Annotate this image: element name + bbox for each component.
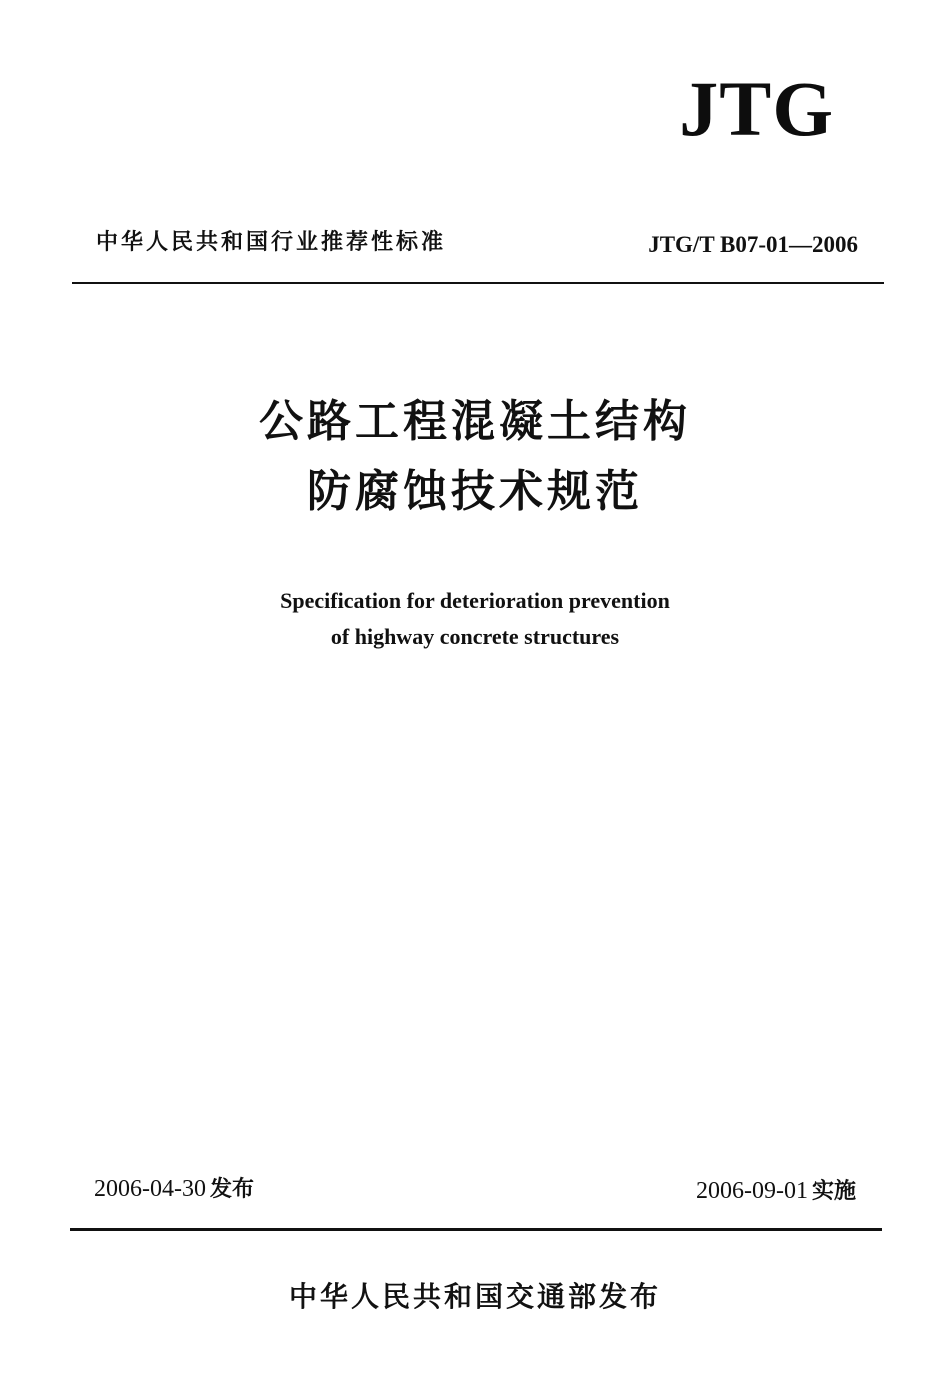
issue-date-value: 2006-04-30 xyxy=(94,1176,206,1202)
standard-category: 中华人民共和国行业推荐性标准 xyxy=(96,230,447,255)
issue-date xyxy=(94,1177,254,1201)
issue-date-label: 发布 xyxy=(209,1177,254,1202)
title-english-line2: of highway concrete structures xyxy=(330,624,620,649)
jtg-logo: JTG xyxy=(679,65,834,152)
implementation-date xyxy=(696,1179,856,1203)
standard-number: JTG/T B07-01—2006 xyxy=(648,232,858,257)
publisher: 中华人民共和国交通部发布 xyxy=(288,1280,661,1313)
top-divider xyxy=(72,282,884,284)
title-english-line1: Specification for deterioration prevention xyxy=(280,588,670,613)
title-chinese-line2: 防腐蚀技术规范 xyxy=(307,466,643,517)
bottom-divider xyxy=(70,1228,882,1231)
implementation-date-label: 实施 xyxy=(811,1179,856,1204)
implementation-date-value: 2006-09-01 xyxy=(696,1178,808,1204)
title-chinese-line1: 公路工程混凝土结构 xyxy=(259,396,691,447)
